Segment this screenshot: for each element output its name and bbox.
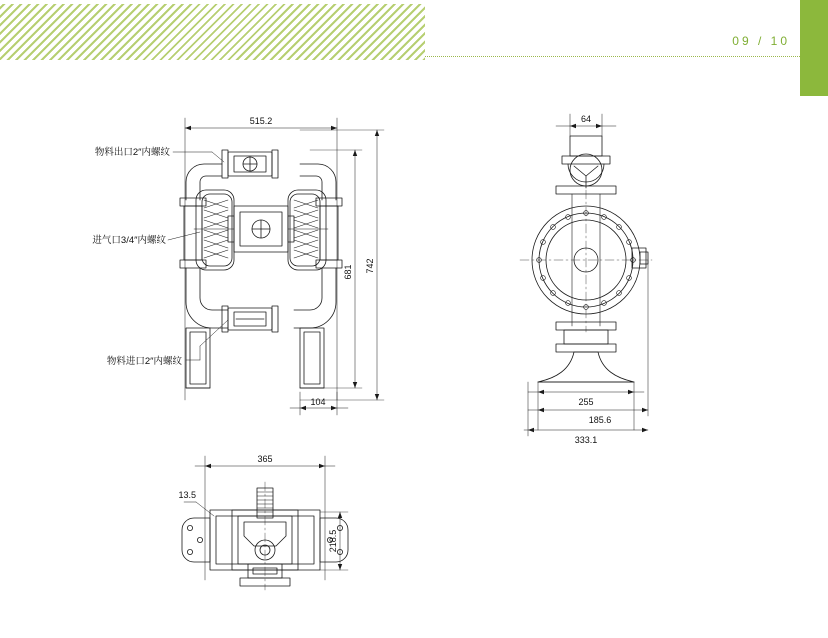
header-dotted-rule bbox=[425, 56, 800, 57]
callout-material-outlet: 物料出口2″内螺纹 bbox=[94, 147, 170, 158]
dim-front-foot-width: 104 bbox=[310, 397, 326, 407]
dim-top-depth: 218.5 bbox=[328, 529, 338, 553]
top-view-geometry bbox=[182, 456, 348, 590]
callout-air-inlet: 进气口3/4″内螺纹 bbox=[92, 235, 166, 246]
page-number: 09 / 10 bbox=[732, 34, 790, 48]
dim-front-overall-height: 742 bbox=[365, 258, 375, 274]
dim-top-length: 365 bbox=[257, 454, 273, 464]
header-hatch-band bbox=[0, 4, 425, 60]
dim-side-overall-depth: 333.1 bbox=[574, 435, 598, 445]
dim-front-body-height: 681 bbox=[343, 264, 353, 280]
dim-side-mid-depth: 185.6 bbox=[588, 415, 612, 425]
page-header bbox=[0, 0, 828, 70]
dim-side-base-width: 255 bbox=[578, 397, 594, 407]
side-view-geometry bbox=[520, 114, 652, 436]
technical-drawing-canvas bbox=[0, 70, 828, 638]
dim-top-flange-offset: 13.5 bbox=[178, 490, 196, 500]
callout-material-inlet: 物料进口2″内螺纹 bbox=[106, 356, 182, 367]
drawing-svg bbox=[0, 70, 828, 638]
dim-front-width: 515.2 bbox=[249, 116, 273, 126]
dim-side-top-port: 64 bbox=[580, 114, 592, 124]
